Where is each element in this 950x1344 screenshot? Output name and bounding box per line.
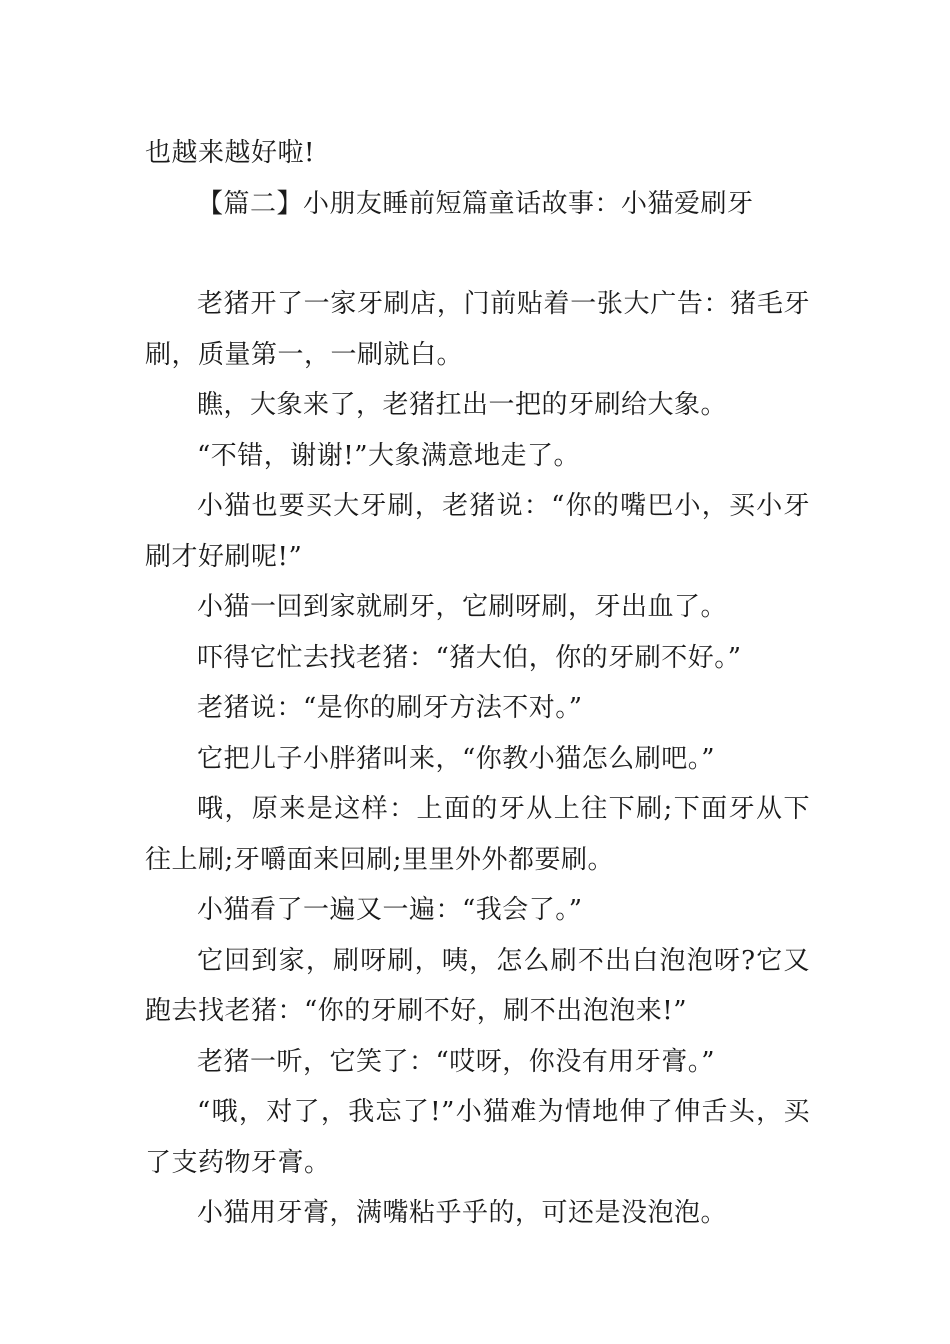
paragraph: 它把儿子小胖猪叫来，“你教小猫怎么刷吧。”: [197, 743, 716, 774]
document-body: [145, 128, 810, 1239]
paragraph: 哦，原来是这样：上面的牙从上往下刷;下面牙从下往上刷;牙嚼面来回刷;里里外外都要刷。: [145, 794, 810, 875]
paragraph: 小猫也要买大牙刷，老猪说：“你的嘴巴小，买小牙刷才好刷呢!”: [145, 491, 810, 572]
paragraph: 小猫用牙膏，满嘴粘乎乎的，可还是没泡泡。: [197, 1198, 728, 1228]
paragraph: 吓得它忙去找老猪：“猪大伯，你的牙刷不好。”: [197, 642, 742, 673]
paragraph: 小猫看了一遍又一遍：“我会了。”: [197, 895, 583, 925]
paragraph: 小猫一回到家就刷牙，它刷呀刷，牙出血了。: [197, 592, 728, 622]
paragraph: 老猪一听，它笑了：“哎呀，你没有用牙膏。”: [197, 1046, 716, 1077]
paragraph: 它回到家，刷呀刷，咦，怎么刷不出白泡泡呀?它又跑去找老猪：“你的牙刷不好，刷不出泡泡来!”: [145, 945, 810, 1026]
paragraph: 瞧，大象来了，老猪扛出一把的牙刷给大象。: [197, 390, 728, 420]
paragraph: “哦，对了，我忘了!”小猫难为情地伸了伸舌头，买了支药物牙膏。: [145, 1097, 810, 1178]
paragraph: 老猪开了一家牙刷店，门前贴着一张大广告：猪毛牙刷，质量第一，一刷就白。: [145, 289, 810, 370]
blank-line: [145, 229, 810, 279]
paragraph: 老猪说：“是你的刷牙方法不对。”: [197, 693, 583, 723]
lead-line: 也越来越好啦!: [145, 138, 315, 168]
section-heading: 【篇二】小朋友睡前短篇童话故事：小猫爱刷牙: [197, 188, 754, 219]
paragraph: “不错，谢谢!”大象满意地走了。: [197, 440, 581, 471]
